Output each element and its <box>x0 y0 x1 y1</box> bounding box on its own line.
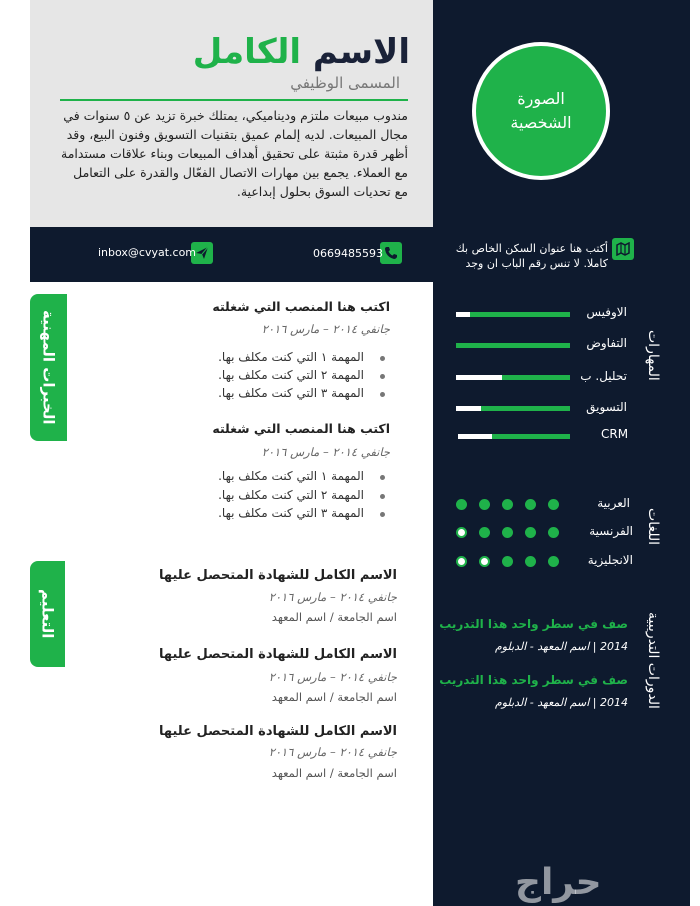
skill-1-bar <box>456 312 570 317</box>
full-name <box>193 32 410 72</box>
degree-3-date: جانفي ٢٠١٤ – مارس ٢٠١٦ <box>268 745 397 759</box>
degree-1-title: الاسم الكامل للشهادة المتحصل عليها <box>159 568 397 583</box>
skill-4-bar <box>456 406 570 411</box>
language-2-label: الفرنسية <box>589 524 633 538</box>
left-gutter <box>0 0 30 906</box>
job-2-task-3: المهمة ٣ التي كنت مكلف بها. <box>218 506 364 520</box>
contact-address <box>456 241 608 271</box>
language-3-dot-5 <box>548 556 559 567</box>
languages-heading: اللغات <box>645 508 661 545</box>
skill-4-fill <box>456 406 481 411</box>
language-1-label: العربية <box>597 496 630 510</box>
address-line2: كاملا. لا تنس رقم الباب ان وجد <box>465 257 608 270</box>
language-3-dot-1 <box>456 556 467 567</box>
profile-summary: مندوب مبيعات ملتزم وديناميكي، يمتلك خبرة تزيد عن ٥ سنوات في مجال المبيعات. لديه إلمام عميق بتقنيات التسويق وفنون البيع، وقد أظهر قدرة مثبتة على تحقيق أهداف المبيعات وبناء علاقات مستدامة مع العملاء. يجمع بين مهارات الاتصال الفعّال والقدرة على التعامل مع تحديات السوق بحلول إبداعية. <box>61 108 408 199</box>
course-2-sub: 2014 | اسم المعهد - الدبلوم <box>494 696 628 709</box>
job-2-task-1: المهمة ١ التي كنت مكلف بها. <box>218 469 364 483</box>
bullet <box>380 494 385 499</box>
courses-heading: الدورات التدريبية <box>645 612 661 709</box>
language-1-dot-4 <box>525 499 536 510</box>
skill-3-bar <box>456 375 570 380</box>
degree-2-title: الاسم الكامل للشهادة المتحصل عليها <box>159 647 397 662</box>
course-1-title: صف في سطر واحد هذا التدريب <box>439 617 628 631</box>
skill-3-label: تحليل. ب <box>580 369 627 383</box>
degree-1-institution: اسم الجامعة / اسم المعهد <box>271 610 397 624</box>
name-first: الاسم <box>312 32 410 72</box>
language-2-dot-5 <box>548 527 559 538</box>
language-1-dot-2 <box>479 499 490 510</box>
job-1-task-3: المهمة ٣ التي كنت مكلف بها. <box>218 386 364 400</box>
language-3-dot-4 <box>525 556 536 567</box>
course-2-title: صف في سطر واحد هذا التدريب <box>439 673 628 687</box>
profile-photo-placeholder <box>472 42 610 180</box>
bullet <box>380 475 385 480</box>
skills-heading: المهارات <box>645 330 661 381</box>
language-1-dot-1 <box>456 499 467 510</box>
contact-phone[interactable]: 0669485593 <box>313 247 383 260</box>
address-line1: أكتب هنا عنوان السكن الخاص بك <box>455 242 608 255</box>
job-2-title: اكتب هنا المنصب التي شغلته <box>212 421 390 436</box>
skill-5-fill <box>458 434 492 439</box>
job-title: المسمى الوظيفي <box>290 74 400 92</box>
job-1-task-1: المهمة ١ التي كنت مكلف بها. <box>218 350 364 364</box>
watermark-logo: حراج <box>515 862 602 903</box>
photo-label-line1: الصورة <box>517 89 565 108</box>
skill-3-fill <box>456 375 502 380</box>
language-3-dot-2 <box>479 556 490 567</box>
language-2-dot-2 <box>479 527 490 538</box>
bullet <box>380 392 385 397</box>
photo-label-line2: الشخصية <box>510 113 572 132</box>
job-2-task-2: المهمة ٢ التي كنت مكلف بها. <box>218 488 364 502</box>
degree-1-date: جانفي ٢٠١٤ – مارس ٢٠١٦ <box>268 590 397 604</box>
skill-2-bar <box>456 343 570 348</box>
job-1-task-2: المهمة ٢ التي كنت مكلف بها. <box>218 368 364 382</box>
job-1-date: جانفي ٢٠١٤ – مارس ٢٠١٦ <box>261 322 390 336</box>
bullet <box>380 512 385 517</box>
skill-1-label: الاوفيس <box>586 305 627 319</box>
language-2-dot-3 <box>502 527 513 538</box>
job-2-date: جانفي ٢٠١٤ – مارس ٢٠١٦ <box>261 445 390 459</box>
phone-icon <box>380 242 402 264</box>
map-icon <box>612 238 634 260</box>
education-section-title: التعليم <box>38 589 57 639</box>
language-2-dot-4 <box>525 527 536 538</box>
skill-5-label: CRM <box>601 427 629 441</box>
job-1-title: اكتب هنا المنصب التي شغلته <box>212 299 390 314</box>
bullet <box>380 374 385 379</box>
name-last: الكامل <box>192 32 302 72</box>
course-1-sub: 2014 | اسم المعهد - الدبلوم <box>494 640 628 653</box>
degree-2-date: جانفي ٢٠١٤ – مارس ٢٠١٦ <box>268 670 397 684</box>
contact-email[interactable]: inbox@cvyat.com <box>98 246 197 259</box>
bullet <box>380 356 385 361</box>
language-1-dot-5 <box>548 499 559 510</box>
degree-2-institution: اسم الجامعة / اسم المعهد <box>271 690 397 704</box>
language-2-dot-1 <box>456 527 467 538</box>
language-3-label: الانجليزية <box>587 553 633 567</box>
title-divider <box>60 99 408 101</box>
language-3-dot-3 <box>502 556 513 567</box>
degree-3-title: الاسم الكامل للشهادة المتحصل عليها <box>159 724 397 739</box>
language-1-dot-3 <box>502 499 513 510</box>
skill-4-label: التسويق <box>586 400 627 414</box>
education-section-tab <box>30 561 65 667</box>
skill-2-label: التفاوض <box>586 336 627 350</box>
skill-5-bar <box>458 434 570 439</box>
experience-section-title: الخبرات المهنية <box>39 310 58 425</box>
degree-3-institution: اسم الجامعة / اسم المعهد <box>271 766 397 780</box>
skill-1-fill <box>456 312 470 317</box>
experience-section-tab <box>30 294 67 441</box>
